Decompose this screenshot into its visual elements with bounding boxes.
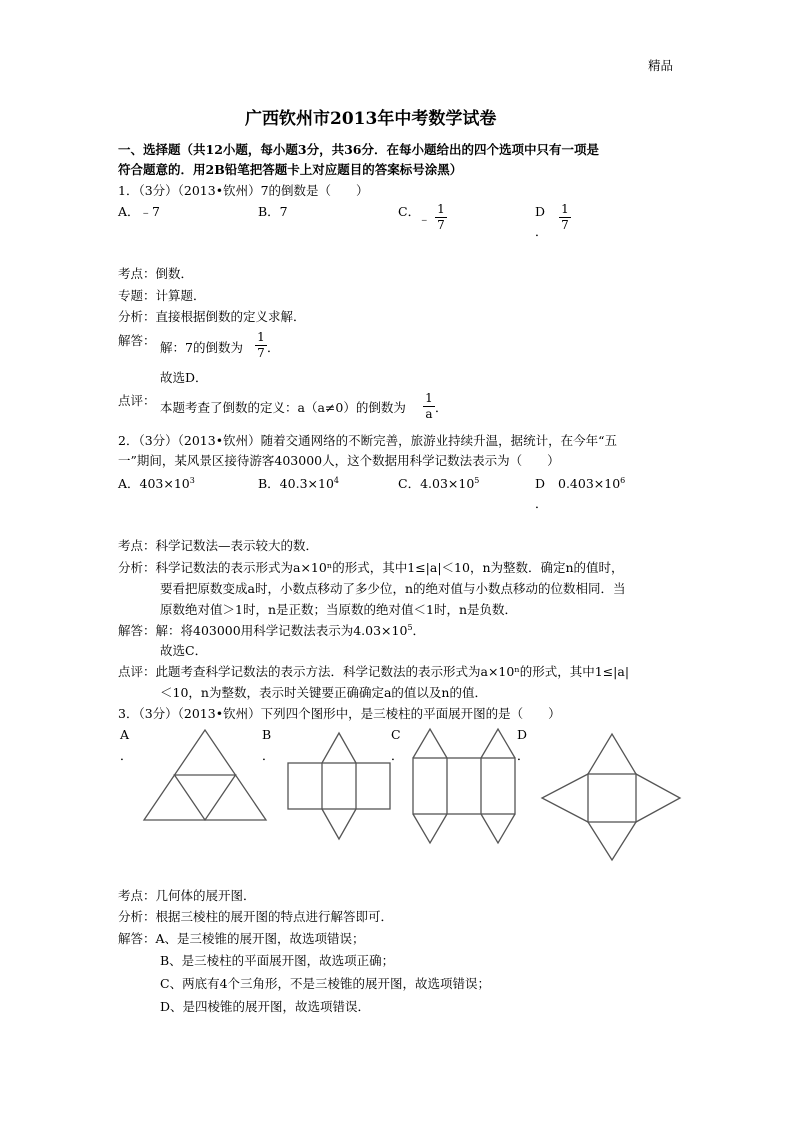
fraction-numerator: 1 xyxy=(437,202,445,216)
q2-option-a-exp: 3 xyxy=(189,476,195,485)
q2-option-d-label: D xyxy=(535,476,546,491)
q1-option-c-label: C． xyxy=(398,204,421,219)
q2-option-a-text: A．403×10 xyxy=(118,476,190,491)
q3-label-b-dot: ． xyxy=(262,748,275,763)
fraction-numerator: 1 xyxy=(257,330,265,344)
q2-option-d-text: 0.403×10 xyxy=(558,476,621,491)
q3-label-d-dot: ． xyxy=(517,748,530,763)
header-tag: 精品 xyxy=(648,58,674,73)
q1-option-b: B．7 xyxy=(258,204,288,219)
figure-d-left-triangle xyxy=(542,774,588,822)
q1-option-d-dot: ． xyxy=(535,224,548,239)
figure-d-bottom-triangle xyxy=(588,822,636,860)
q1-fenxi: 分析：直接根据倒数的定义求解． xyxy=(118,309,306,324)
q3-label-b: B xyxy=(262,727,272,742)
q3-label-d: D xyxy=(517,727,528,742)
section-heading-line1: 一、选择题（共12小题，每小题3分，共36分．在每小题给出的四个选项中只有一项是 xyxy=(118,142,599,157)
q3-jieda-line1: 解答：A、是三棱锥的展开图，故选项错误； xyxy=(118,931,365,946)
fraction-denominator: a xyxy=(425,407,433,421)
q1-dianping-label: 点评： xyxy=(118,393,156,408)
q2-option-c-exp: 5 xyxy=(474,476,480,485)
q2-dianping-line1: 点评：此题考查科学记数法的表示方法．科学记数法的表示形式为a×10ⁿ的形式，其中1≤|a| xyxy=(118,664,630,679)
q3-jieda-line4: D、是四棱锥的展开图，故选项错误． xyxy=(160,999,371,1014)
q2-jieda-text: 解答：解：将403000用科学记数法表示为4.03×10 xyxy=(118,623,408,638)
q2-option-b-exp: 4 xyxy=(333,476,339,485)
q3-label-c-dot: ． xyxy=(391,748,404,763)
q1-jieda-line2: 故选D． xyxy=(160,370,208,385)
q1-option-a: A．﹣7 xyxy=(118,204,160,219)
fraction-denominator: 7 xyxy=(437,218,445,232)
q2-kaodian: 考点：科学记数法—表示较大的数． xyxy=(118,538,319,553)
q2-stem-line2: 一”期间，某风景区接待游客403000人，这个数据用科学记数法表示为（ ） xyxy=(118,453,560,468)
fraction-denominator: 7 xyxy=(561,218,569,232)
fraction-numerator: 1 xyxy=(561,202,569,216)
q3-label-a: A xyxy=(120,727,130,742)
q1-option-c-sign: ﹣ xyxy=(418,211,431,226)
fraction-denominator: 7 xyxy=(257,346,265,360)
q3-jieda-line3: C、两底有4个三角形，不是三棱锥的展开图，故选项错误； xyxy=(160,976,491,991)
q2-dianping-line2: ＜10，n为整数，表示时关键要正确确定a的值以及n的值． xyxy=(160,685,487,700)
q1-stem: 1．（3分）（2013•钦州）7的倒数是（ ） xyxy=(118,183,369,198)
q2-fenxi-line2: 要看把原数变成a时，小数点移动了多少位，n的绝对值与小数点移动的位数相同．当 xyxy=(160,581,626,596)
q2-option-c-text: C．4.03×10 xyxy=(398,476,475,491)
q1-zhuanti: 专题：计算题． xyxy=(118,288,206,303)
q1-jieda-label: 解答： xyxy=(118,333,156,348)
q3-kaodian: 考点：几何体的展开图． xyxy=(118,888,256,903)
q3-fenxi: 分析：根据三棱柱的展开图的特点进行解答即可． xyxy=(118,909,394,924)
q3-label-c: C xyxy=(391,727,401,742)
q1-jieda-line1: 解：7的倒数为 xyxy=(160,340,243,355)
figure-d-square xyxy=(588,774,636,822)
fraction-numerator: 1 xyxy=(425,391,433,405)
q2-fenxi-line1: 分析：科学记数法的表示形式为a×10ⁿ的形式，其中1≤|a|＜10，n为整数．确定n的值时， xyxy=(118,560,624,575)
q1-jieda-line1-end: ． xyxy=(267,340,280,355)
q2-option-d-exp: 6 xyxy=(620,476,626,485)
q1-kaodian: 考点：倒数． xyxy=(118,266,194,281)
q3-stem: 3．（3分）（2013•钦州）下列四个图形中，是三棱柱的平面展开图的是（ ） xyxy=(118,706,561,721)
q1-option-d-label: D xyxy=(535,204,546,219)
q2-jieda-line2: 故选C． xyxy=(160,643,208,658)
q1-dianping-end: ． xyxy=(435,400,448,415)
q3-label-a-dot: ． xyxy=(120,748,133,763)
q1-dianping-text: 本题考查了倒数的定义：a（a≠0）的倒数为 xyxy=(160,400,406,415)
section-heading-line2: 符合题意的．用2B铅笔把答题卡上对应题目的答案标号涂黑） xyxy=(118,162,463,177)
page-title: 广西钦州市2013年中考数学试卷 xyxy=(245,109,497,129)
q3-jieda-line2: B、是三棱柱的平面展开图，故选项正确； xyxy=(160,953,395,968)
q2-option-b-text: B．40.3×10 xyxy=(258,476,334,491)
q2-jieda-exp: 5 xyxy=(407,623,413,632)
figure-d-top-triangle xyxy=(588,734,636,774)
q2-fenxi-line3: 原数绝对值＞1时，n是正数；当原数的绝对值＜1时，n是负数． xyxy=(160,602,518,617)
q2-stem-line1: 2．（3分）（2013•钦州）随着交通网络的不断完善，旅游业持续升温，据统计，在今年“五 xyxy=(118,433,617,448)
q2-jieda-end: ． xyxy=(412,623,426,638)
figure-d-right-triangle xyxy=(636,774,680,822)
q2-option-d-dot: ． xyxy=(535,496,548,511)
